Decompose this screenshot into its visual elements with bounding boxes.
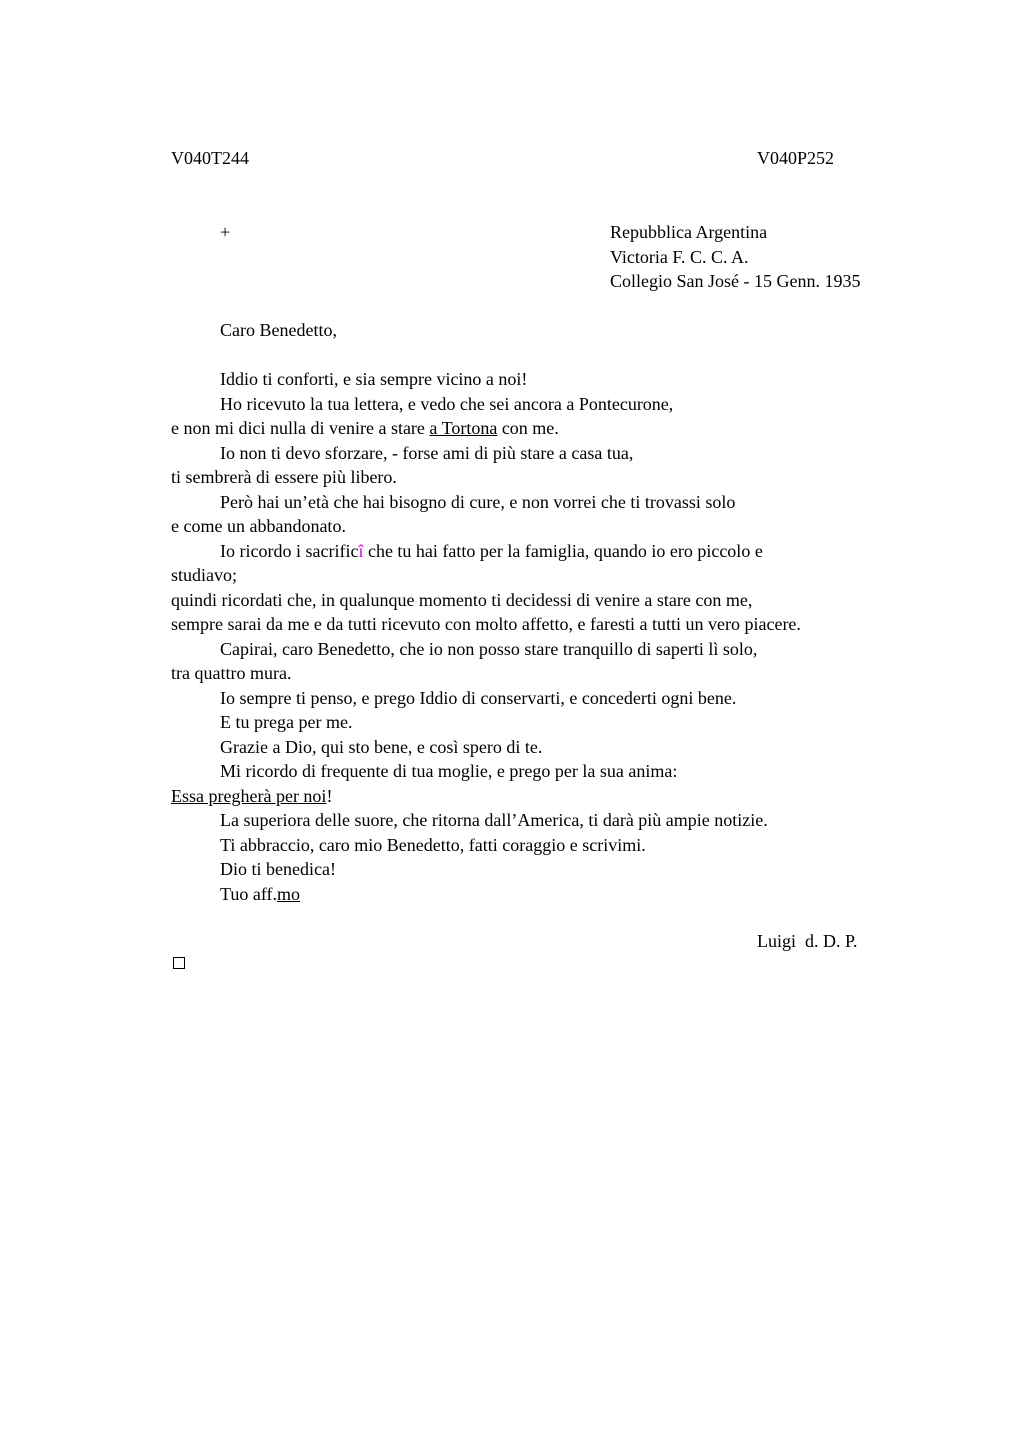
text-run: con me.: [497, 418, 559, 438]
letter-line: studiavo;: [171, 565, 237, 585]
letter-line: [171, 784, 971, 809]
letter-line: Io sempre ti penso, e prego Iddio di conservarti, e concederti ogni bene.: [220, 687, 737, 708]
letter-line: E tu prega per me.: [220, 712, 353, 732]
letter-line: e come un abbandonato.: [171, 516, 346, 536]
sender-address: [610, 220, 860, 294]
text-run: Io ricordo i sacrific: [220, 540, 359, 561]
letter-line: Grazie a Dio, qui sto bene, e così spero di te.: [220, 736, 543, 757]
text-run: !: [326, 785, 333, 806]
letter-body: [171, 318, 971, 906]
letter-line: Dio ti benedica!: [220, 859, 336, 879]
letter-line: ti sembrerà di essere più libero.: [171, 467, 397, 487]
document-code-left: V040T244: [171, 148, 249, 168]
letter-line: quindi ricordati che, in qualunque momento ti decidessi di venire a stare con me,: [171, 589, 753, 610]
underlined-text: mo: [277, 883, 301, 904]
salutation: Caro Benedetto,: [220, 320, 337, 340]
highlighted-char: î: [358, 540, 364, 561]
address-city: Victoria F. C. C. A.: [610, 246, 749, 267]
document-code-right: V040P252: [757, 148, 835, 168]
empty-square-icon: [173, 957, 185, 969]
letter-line: [171, 416, 971, 441]
underlined-text: Essa pregherà per noi: [171, 785, 327, 806]
address-place-date: Collegio San José - 15 Genn. 1935: [610, 271, 861, 291]
letter-line: La superiora delle suore, che ritorna dall’America, ti darà più ampie notizie.: [220, 810, 768, 830]
text-run: che tu hai fatto per la famiglia, quando io ero piccolo e: [363, 540, 763, 561]
letter-line: Mi ricordo di frequente di tua moglie, e prego per la sua anima:: [220, 761, 678, 781]
address-country: Repubblica Argentina: [610, 222, 768, 242]
text-run: Tuo aff.: [220, 883, 278, 904]
letter-line: Ti abbraccio, caro mio Benedetto, fatti coraggio e scrivimi.: [220, 834, 646, 855]
letter-line: Iddio ti conforti, e sia sempre vicino a noi!: [220, 369, 528, 389]
text-run: e non mi dici nulla di venire a stare: [171, 418, 430, 438]
closing: [171, 882, 971, 907]
letter-line: Ho ricevuto la tua lettera, e vedo che sei ancora a Pontecurone,: [220, 393, 674, 414]
letter-line: Io non ti devo sforzare, - forse ami di più stare a casa tua,: [220, 442, 634, 463]
letter-line: Capirai, caro Benedetto, che io non posso stare tranquillo di saperti lì solo,: [220, 638, 758, 659]
letter-line: Però hai un’età che hai bisogno di cure, e non vorrei che ti trovassi solo: [220, 491, 736, 512]
letter-line: [171, 539, 971, 564]
signature: Luigi d. D. P.: [757, 931, 858, 951]
cross-mark: +: [220, 222, 231, 242]
letter-line: tra quattro mura.: [171, 663, 292, 683]
letter-line: sempre sarai da me e da tutti ricevuto con molto affetto, e faresti a tutti un vero piacere.: [171, 614, 801, 634]
underlined-text: a Tortona: [429, 418, 498, 438]
